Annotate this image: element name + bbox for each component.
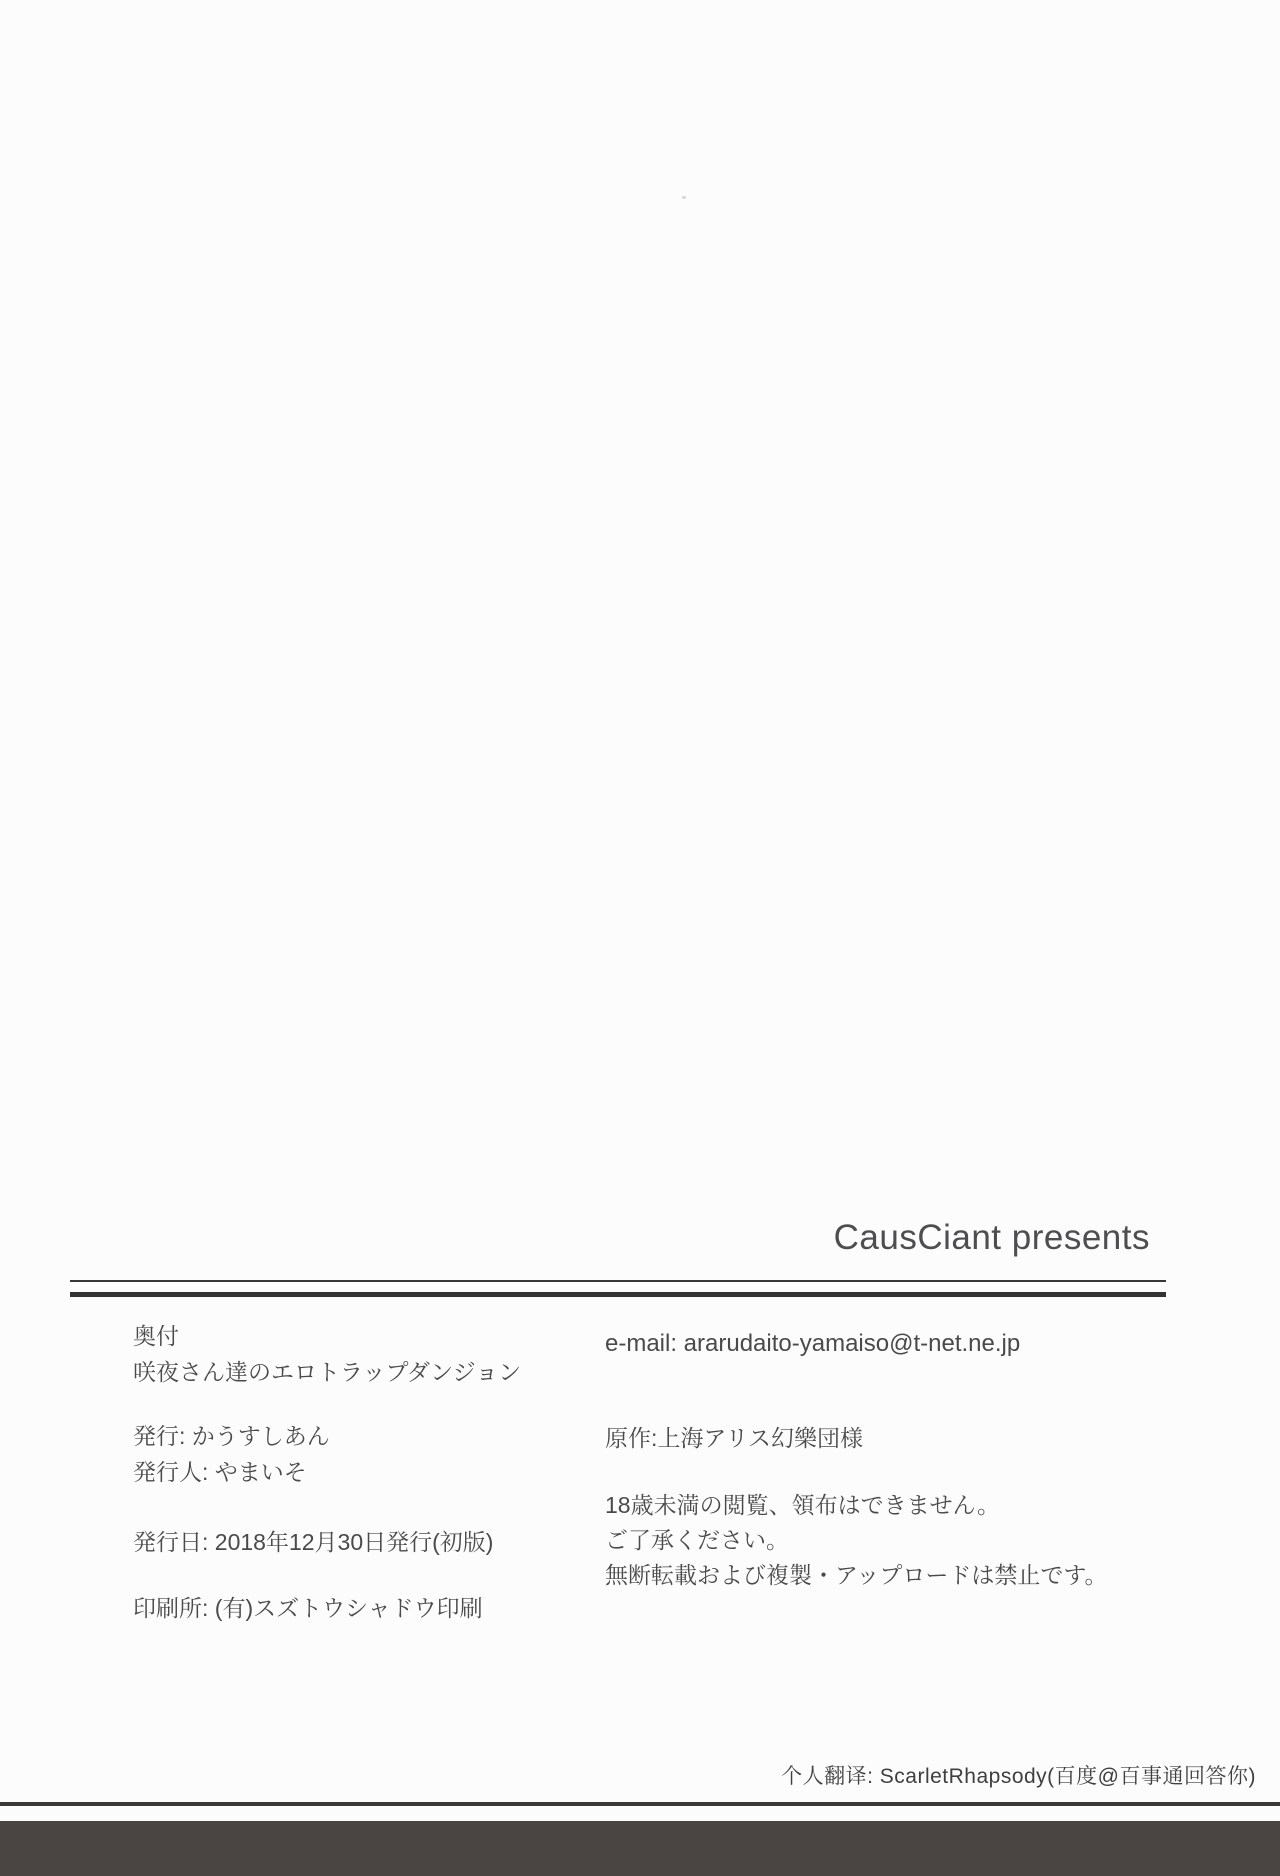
bottom-scan-rule xyxy=(0,1802,1280,1806)
divider-rule-thin xyxy=(70,1280,1166,1282)
publisher-block xyxy=(133,1418,330,1490)
publish-date-line: 発行日: 2018年12月30日発行(初版) xyxy=(133,1529,494,1555)
notice-line-2: ご了承ください。 xyxy=(605,1527,789,1553)
bottom-scan-band xyxy=(0,1821,1280,1876)
age-notice-block xyxy=(605,1488,1108,1593)
email-line: e-mail: ararudaito-yamaiso@t-net.ne.jp xyxy=(605,1330,1021,1357)
notice-line-3: 無断転載および複製・アップロードは禁止です。 xyxy=(605,1562,1108,1588)
printer-block xyxy=(133,1590,483,1626)
translator-credit: 个人翻译: ScarletRhapsody(百度@百事通回答你) xyxy=(781,1765,1256,1788)
publisher-person-line: 発行人: やまいそ xyxy=(133,1459,307,1485)
colophon-section-label: 奥付 xyxy=(133,1323,179,1349)
divider-rule-thick xyxy=(70,1292,1166,1297)
printer-line: 印刷所: (有)スズトウシャドウ印刷 xyxy=(133,1595,483,1621)
scan-artifact-speck xyxy=(682,196,686,199)
circle-credit-line: CausCiant presents xyxy=(833,1218,1150,1257)
original-work-line: 原作:上海アリス幻樂団様 xyxy=(605,1425,864,1451)
notice-line-1: 18歳未満の閲覧、領布はできません。 xyxy=(605,1492,1000,1518)
colophon-title-block xyxy=(133,1318,521,1390)
original-work-block xyxy=(605,1420,863,1456)
publisher-line: 発行: かうすしあん xyxy=(133,1423,330,1449)
publish-date-block xyxy=(133,1524,493,1560)
book-title: 咲夜さん達のエロトラップダンジョン xyxy=(133,1359,522,1385)
email-block xyxy=(605,1326,1020,1362)
